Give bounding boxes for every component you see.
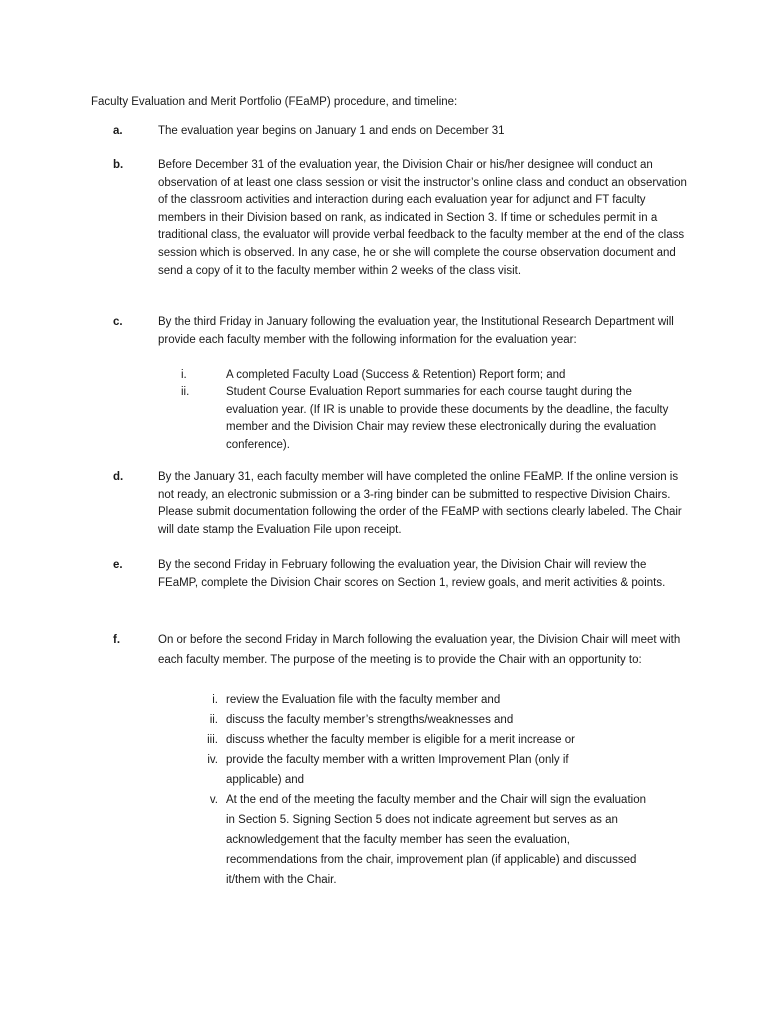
- sub-item-number: ii.: [209, 714, 218, 726]
- sub-item-text: Student Course Evaluation Report summaries for each course taught during the evaluation year. (If IR is unable to provide these documents by the deadline, the faculty member and the Division Chair may review these electronically during the evaluation conference).: [226, 386, 669, 451]
- item-letter: e.: [113, 559, 123, 571]
- item-letter: d.: [113, 471, 124, 483]
- sub-item-text: At the end of the meeting the faculty member and the Chair will sign the evaluation in Section 5. Signing Section 5 does not indicate agreement but serves as an acknowledgement that the faculty member has seen the evaluation, recommendations from the chair, improvement plan (if applicable) and discussed it/them with the Chair.: [226, 794, 646, 886]
- item-letter: b.: [113, 159, 124, 171]
- sub-item-number: ii.: [181, 386, 190, 398]
- item-text: By the January 31, each faculty member will have completed the online FEaMP. If the online version is not ready, an electronic submission or a 3-ring binder can be submitted to respective Division Chairs. Please submit documentation following the order of the FEaMP with sections clearly labeled. The Chair will date stamp the Evaluation File upon receipt.: [158, 471, 682, 536]
- item-letter: a.: [113, 125, 123, 137]
- item-text: The evaluation year begins on January 1 and ends on December 31: [158, 125, 505, 137]
- sub-item-text: discuss whether the faculty member is eligible for a merit increase or: [226, 734, 575, 746]
- sub-item-text: discuss the faculty member’s strengths/weaknesses and: [226, 714, 514, 726]
- sub-item-number: v.: [209, 794, 218, 806]
- sub-item-text: review the Evaluation file with the faculty member and: [226, 694, 501, 706]
- item-letter: f.: [113, 634, 121, 646]
- sub-item-text: A completed Faculty Load (Success & Retention) Report form; and: [226, 369, 566, 381]
- sub-item-number: iv.: [207, 754, 218, 766]
- document-title: Faculty Evaluation and Merit Portfolio (FEaMP) procedure, and timeline:: [91, 96, 458, 108]
- sub-item-number: i.: [212, 694, 218, 706]
- sub-item-number: i.: [181, 369, 187, 381]
- sub-item-number: iii.: [207, 734, 218, 746]
- item-text: Before December 31 of the evaluation year, the Division Chair or his/her designee will conduct an observation of at least one class session or visit the instructor’s online class and conduct an observation of the classroom activities and interaction during each evaluation year for adjunct and FT faculty members in their Division based on rank, as indicated in Section 3. If time or schedules permit in a traditional class, the evaluator will provide verbal feedback to the faculty member at the end of the class session which is observed. In any case, he or she will complete the course observation document and send a copy of it to the faculty member within 2 weeks of the class visit.: [158, 159, 687, 277]
- item-text: By the second Friday in February following the evaluation year, the Division Chair will review the FEaMP, complete the Division Chair scores on Section 1, review goals, and merit activities & points.: [158, 559, 666, 589]
- sub-item-text: provide the faculty member with a written Improvement Plan (only if applicable) and: [226, 754, 569, 786]
- item-text: By the third Friday in January following the evaluation year, the Institutional Research Department will provide each faculty member with the following information for the evaluation year:: [158, 316, 674, 346]
- item-letter: c.: [113, 316, 123, 328]
- item-text: On or before the second Friday in March following the evaluation year, the Division Chair will meet with each faculty member. The purpose of the meeting is to provide the Chair with an opportunity to:: [158, 634, 681, 666]
